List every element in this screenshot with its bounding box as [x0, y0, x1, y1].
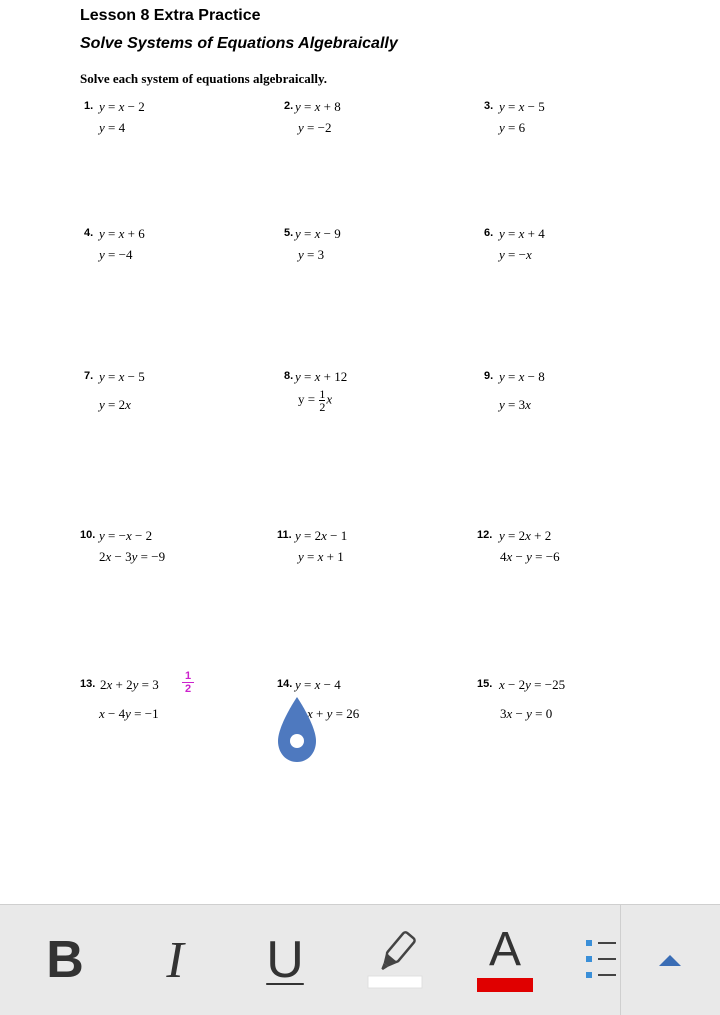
problem-number: 6. [484, 227, 494, 239]
equation-1: y = x + 6 [99, 226, 145, 241]
equation-1: y = x + 12 [295, 369, 348, 384]
equation-1: 2x + 2y = 3 [100, 677, 159, 692]
equation-2: y = 4 [99, 120, 126, 135]
expand-toolbar-button[interactable] [640, 905, 700, 1015]
equation-2: y = −4 [99, 247, 133, 262]
fraction-denominator: 2 [319, 400, 326, 414]
list-icon [582, 936, 618, 984]
equation-1: y = x − 4 [295, 677, 341, 692]
problem-number: 10. [80, 529, 96, 541]
italic-label: I [166, 931, 184, 989]
problem-number: 2. [284, 100, 294, 112]
page-subtitle: Solve Systems of Equations Algebraically [80, 35, 398, 52]
text-cursor-handle-icon[interactable] [274, 695, 320, 765]
equation-1: y = x − 9 [295, 226, 341, 241]
equation-2 [298, 388, 332, 413]
bold-button[interactable] [30, 905, 100, 1015]
equation-1: y = x + 8 [295, 99, 341, 114]
formatting-toolbar [0, 904, 720, 1015]
problem-number: 4. [84, 227, 94, 239]
equation-2: x − 4y = −1 [99, 706, 159, 721]
font-color-swatch [477, 978, 533, 992]
equation-1: y = x − 5 [99, 369, 145, 384]
page-title: Lesson 8 Extra Practice [80, 7, 261, 24]
fraction [319, 388, 325, 413]
highlighter-icon [365, 928, 425, 992]
equation-1: y = −x − 2 [99, 528, 153, 543]
equation-1: y = x − 2 [99, 99, 145, 114]
font-color-icon [477, 923, 533, 992]
equation-2: 4x − y = −6 [500, 549, 560, 564]
equation-2: y = x + 1 [298, 549, 344, 564]
equation-1: y = 2x − 1 [295, 528, 348, 543]
equation-1: y = x − 5 [499, 99, 545, 114]
problem-number: 13. [80, 678, 96, 690]
toolbar-divider [620, 905, 621, 1015]
annotation-denominator: 2 [182, 682, 194, 695]
equation-2: y = −2 [298, 120, 332, 135]
underline-label: U [266, 931, 304, 989]
annotation-fraction [182, 670, 194, 695]
font-color-button[interactable] [470, 905, 540, 1015]
list-button[interactable] [580, 905, 620, 1015]
problem-number: 1. [84, 100, 94, 112]
equation-2: y = 6 [499, 120, 526, 135]
equation-2-suffix: x [326, 391, 333, 407]
equation-2: y = −x [499, 247, 532, 262]
problem-number: 8. [284, 370, 294, 382]
chevron-up-icon [658, 953, 682, 967]
equation-2: 2x − 3y = −9 [99, 549, 166, 564]
equation-2: 3x − y = 0 [500, 706, 553, 721]
problem-number: 7. [84, 370, 94, 382]
equation-2: x + y = 26 [307, 706, 360, 721]
font-color-label: A [488, 923, 521, 976]
problem-number: 12. [477, 529, 493, 541]
equation-2: y = 2x [99, 397, 131, 412]
problem-number: 9. [484, 370, 494, 382]
instructions: Solve each system of equations algebraically. [80, 71, 327, 86]
fraction-numerator: 1 [319, 387, 326, 401]
problem-number: 3. [484, 100, 494, 112]
equation-1: y = x + 4 [499, 226, 545, 241]
problem-number: 11. [277, 529, 292, 541]
bold-label: B [46, 931, 84, 989]
equation-1: x − 2y = −25 [499, 677, 566, 692]
underline-button[interactable] [250, 905, 320, 1015]
problem-number: 5. [284, 227, 294, 239]
problem-number: 14. [277, 678, 293, 690]
problem-number: 15. [477, 678, 493, 690]
equation-2: y = 3x [499, 397, 531, 412]
equation-1: y = x − 8 [499, 369, 545, 384]
highlight-button[interactable] [360, 905, 430, 1015]
equation-2-prefix: y = [298, 391, 316, 407]
annotation-numerator: 1 [184, 670, 192, 682]
equation-2: y = 3 [298, 247, 325, 262]
equation-1: y = 2x + 2 [499, 528, 552, 543]
italic-button[interactable] [140, 905, 210, 1015]
highlight-color-swatch [368, 976, 422, 988]
